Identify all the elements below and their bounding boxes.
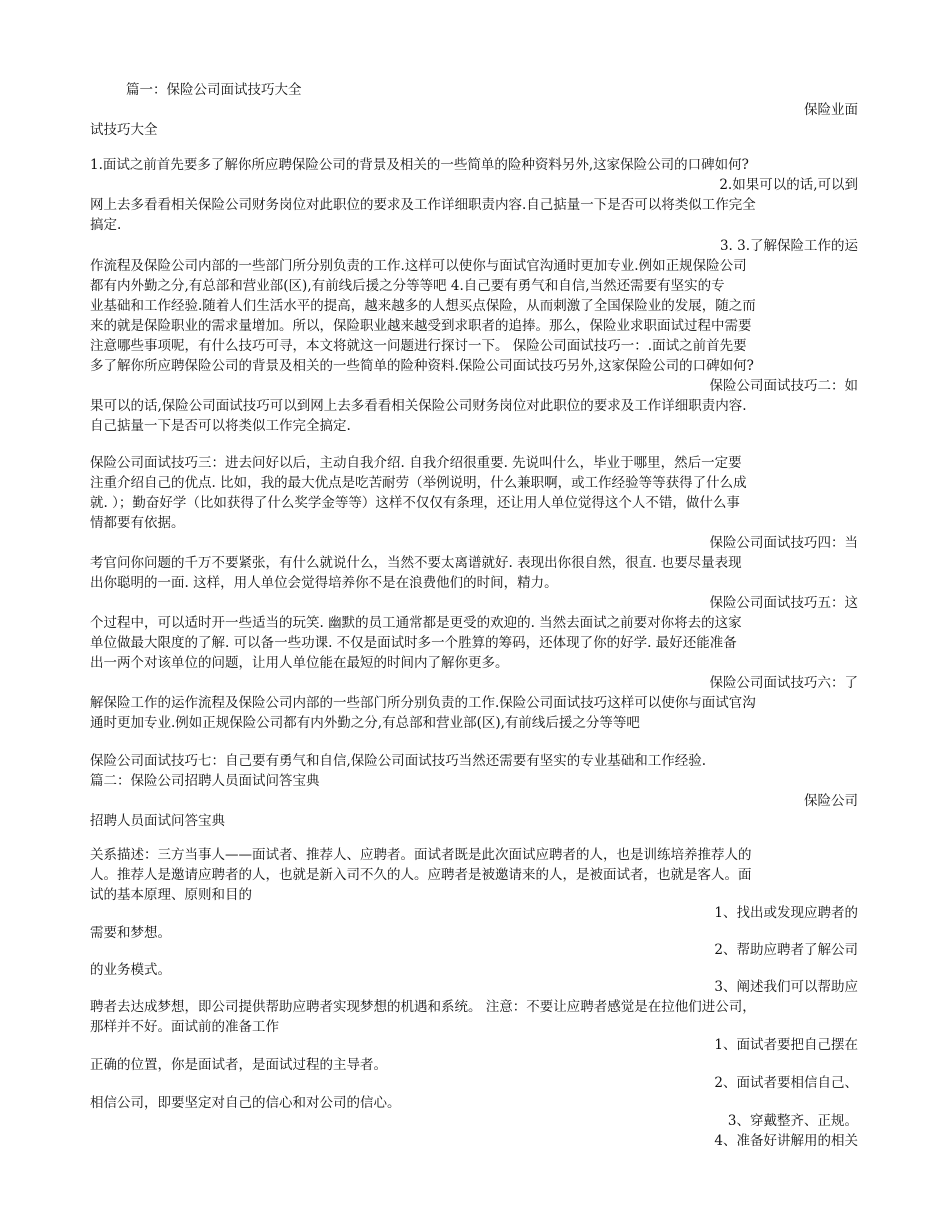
text-line: 情都要有依据。 (90, 515, 185, 531)
text-line: 出你聪明的一面. 这样，用人单位会觉得培养你不是在浪费他们的时间，精力。 (90, 575, 558, 591)
text-line: 聘者去达成梦想，即公司提供帮助应聘者实现梦想的机遇和系统。 注意：不要让应聘者感觉是在拉他们进公司， (90, 999, 756, 1015)
text-line: 搞定. (90, 217, 122, 233)
text-line: 关系描述：三方当事人——面试者、推荐人、应聘者。面试者既是此次面试应聘者的人，也是训练培养推荐人的 (90, 847, 752, 863)
text-line: 注重介绍自己的优点. 比如，我的最大优点是吃苦耐劳（举例说明，什么兼职啊，或工作经验等等获得了什么成 (90, 475, 747, 491)
text-line: 网上去多看看相关保险公司财务岗位对此职位的要求及工作详细职责内容.自己掂量一下是否可以将类似工作完全 (90, 197, 756, 213)
text-line: 解保险工作的运作流程及保险公司内部的一些部门所分别负责的工作.保险公司面试技巧这样可以使你与面试官沟 (90, 695, 756, 711)
text-line: 1.面试之前首先要多了解你所应聘保险公司的背景及相关的一些简单的险种资料另外,这家保险公司的口碑如何? (90, 157, 749, 173)
text-line: 果可以的话,保险公司面试技巧可以到网上去多看看相关保险公司财务岗位对此职位的要求及工作详细职责内容. (90, 398, 747, 414)
text-line: 1、面试者要把自己摆在 (714, 1037, 858, 1053)
text-line: 的业务模式。 (90, 962, 171, 978)
text-line: 3. 3.了解保险工作的运 (719, 238, 858, 254)
text-line: 保险公司面试技巧三：进去问好以后，主动自我介绍. 自我介绍很重要. 先说叫什么，毕业于哪里，然后一定要 (90, 455, 742, 471)
text-line: 人。推荐人是邀请应聘者的人，也就是新入司不久的人。应聘者是被邀请来的人，是被面试者，也就是客人。面 (90, 867, 752, 883)
text-line: 保险公司面试技巧四：当 (709, 535, 858, 551)
text-line: 保险公司 (804, 793, 858, 809)
text-line: 正确的位置，你是面试者，是面试过程的主导者。 (90, 1057, 387, 1073)
text-line: 多了解你所应聘保险公司的背景及相关的一些简单的险种资料.保险公司面试技巧另外,这家保险公司的口碑如何? (90, 358, 754, 374)
text-line: 招聘人员面试问答宝典 (90, 813, 225, 829)
text-line: 相信公司，即要坚定对自己的信心和对公司的信心。 (90, 1095, 401, 1111)
text-line: 篇二：保险公司招聘人员面试问答宝典 (90, 773, 320, 789)
text-line: 个过程中，可以适时开一些适当的玩笑. 幽默的员工通常都是更受的欢迎的. 当然去面试之前要对你将去的这家 (90, 615, 742, 631)
text-line: 就. ）；勤奋好学（比如获得了什么奖学金等等）这样不仅仅有条理，还让用人单位觉得这个人不错，做什么事 (90, 495, 740, 511)
text-line: 单位做最大限度的了解. 可以备一些功课. 不仅是面试时多一个胜算的筹码，还体现了你的好学. 最好还能准备 (90, 635, 737, 651)
text-line: 通时更加专业.例如正规保险公司都有内外勤之分,有总部和营业部(区),有前线后援之分等等吧 (90, 715, 640, 731)
text-line: 试的基本原理、原则和目的 (90, 887, 252, 903)
text-line: 业基础和工作经验.随着人们生活水平的提高，越来越多的人想买点保险，从而刺激了全国保险业的发展，随之而 (90, 298, 756, 314)
text-line: 保险公司面试技巧五：这 (709, 595, 858, 611)
text-line: 自己掂量一下是否可以将类似工作完全搞定. (90, 418, 351, 434)
text-line: 注意哪些事项呢，有什么技巧可寻，本文将就这一问题进行探讨一下。 保险公司面试技巧一：.面试之前首先要 (90, 338, 747, 354)
text-line: 保险业面 (804, 102, 858, 118)
text-line: 2、面试者要相信自己、 (714, 1075, 858, 1091)
text-line: 2、帮助应聘者了解公司 (714, 942, 858, 958)
text-line: 保险公司面试技巧二：如 (709, 378, 858, 394)
text-line: 4、准备好讲解用的相关 (714, 1133, 858, 1149)
text-line: 考官问你问题的千万不要紧张，有什么就说什么，当然不要太离谱就好. 表现出你很自然，很直. 也要尽量表现 (90, 555, 742, 571)
text-line: 试技巧大全 (90, 122, 158, 138)
text-line: 保险公司面试技巧七：自己要有勇气和自信,保险公司面试技巧当然还需要有坚实的专业基础和工作经验. (90, 753, 707, 769)
text-line: 出一两个对该单位的问题，让用人单位能在最短的时间内了解你更多。 (90, 655, 509, 671)
text-line: 作流程及保险公司内部的一些部门所分别负责的工作.这样可以使你与面试官沟通时更加专业.例如正规保险公司 (90, 258, 747, 274)
text-line: 那样并不好。面试前的准备工作 (90, 1019, 279, 1035)
text-line: 来的就是保险职业的需求量增加。所以，保险职业越来越受到求职者的追捧。那么，保险业求职面试过程中需要 (90, 318, 752, 334)
text-line: 保险公司面试技巧六：了 (709, 675, 858, 691)
text-line: 需要和梦想。 (90, 925, 171, 941)
text-line: 2.如果可以的话,可以到 (719, 177, 858, 193)
text-line: 1、找出或发现应聘者的 (714, 905, 858, 921)
text-line: 篇一：保险公司面试技巧大全 (126, 82, 302, 98)
text-line: 都有内外勤之分,有总部和营业部(区),有前线后援之分等等吧 4.自己要有勇气和自信,当然还需要有坚实的专 (90, 278, 725, 294)
text-line: 3、穿戴整齐、正规。 (727, 1113, 858, 1129)
text-line: 3、阐述我们可以帮助应 (714, 979, 858, 995)
